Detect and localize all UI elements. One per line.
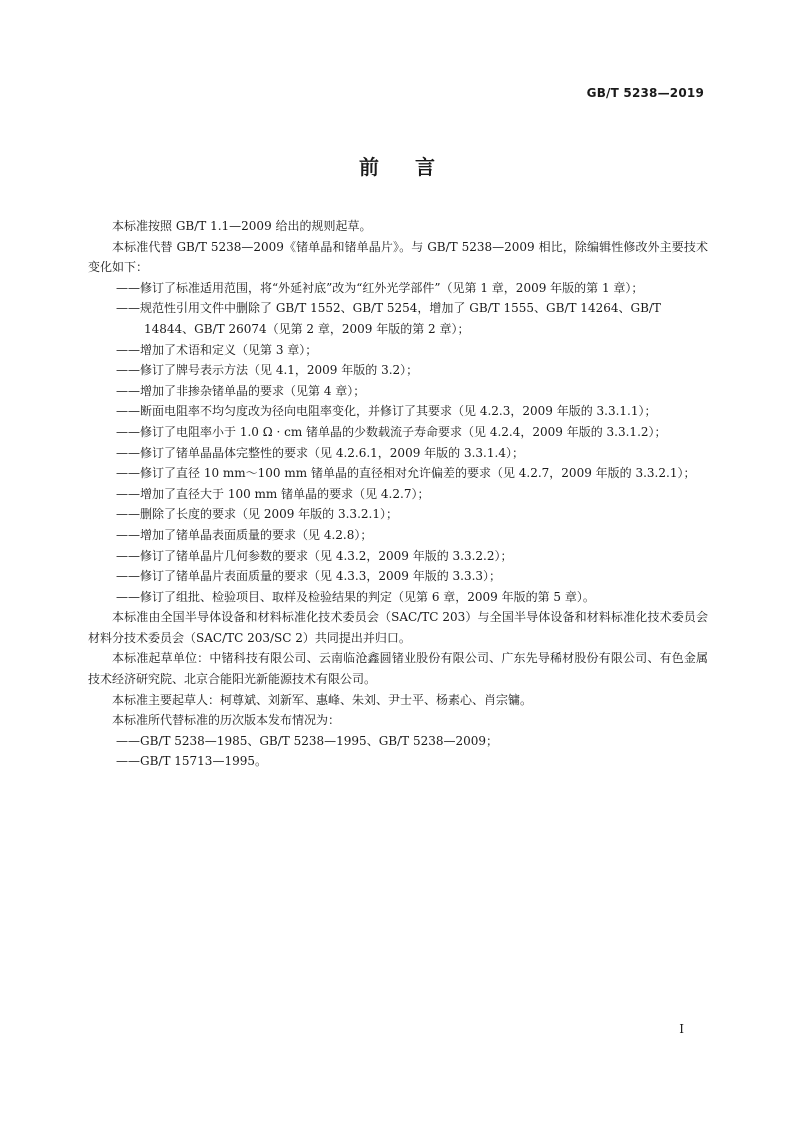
paragraph-drafting-units: 本标准起草单位：中锗科技有限公司、云南临沧鑫圆锗业股份有限公司、广东先导稀材股份有限公司、有色金属技术经济研究院、北京合能阳光新能源技术有限公司。 bbox=[88, 651, 708, 687]
change-item: ——修订了锗单晶片表面质量的要求（见 4.3.3，2009 年版的 3.3.3）； bbox=[116, 569, 502, 584]
history-item: ——GB/T 5238—1985、GB/T 5238—1995、GB/T 5238—2009； bbox=[116, 733, 499, 748]
change-item: ——修订了直径 10 mm～100 mm 锗单晶的直径相对允许偏差的要求（见 4.2.7，2009 年版的 3.3.2.1）； bbox=[116, 466, 696, 481]
change-item: ——删除了长度的要求（见 2009 年版的 3.3.2.1）； bbox=[116, 507, 398, 522]
change-item: ——规范性引用文件中删除了 GB/T 1552、GB/T 5254，增加了 GB/T 1555、GB/T 14264、GB/T 14844、GB/T 26074（见第 2 章，2009 年版的第 2 章）； bbox=[116, 301, 661, 336]
change-item: ——修订了锗单晶片几何参数的要求（见 4.3.2，2009 年版的 3.3.2.2）； bbox=[116, 548, 513, 563]
paragraph-history-intro: 本标准所代替标准的历次版本发布情况为： bbox=[112, 713, 341, 728]
document-code: GB/T 5238—2019 bbox=[586, 86, 704, 100]
paragraph-replacement: 本标准代替 GB/T 5238—2009《锗单晶和锗单晶片》。与 GB/T 5238—2009 相比，除编辑性修改外主要技术变化如下： bbox=[88, 239, 708, 275]
paragraph-proposer: 本标准由全国半导体设备和材料标准化技术委员会（SAC/TC 203）与全国半导体设备和材料标准化技术委员会材料分技术委员会（SAC/TC 203/SC 2）共同提出并归口。 bbox=[88, 610, 708, 645]
change-item: ——修订了锗单晶晶体完整性的要求（见 4.2.6.1，2009 年版的 3.3.1.4）； bbox=[116, 445, 524, 460]
history-item: ——GB/T 15713—1995。 bbox=[116, 754, 267, 769]
change-item: ——修订了标准适用范围，将“外延衬底”改为“红外光学部件”（见第 1 章，2009 年版的第 1 章）； bbox=[116, 280, 644, 295]
change-item: ——增加了锗单晶表面质量的要求（见 4.2.8）； bbox=[116, 527, 373, 542]
paragraph-drafters: 本标准主要起草人：柯尊斌、刘新军、惠峰、朱刘、尹士平、杨素心、肖宗镛。 bbox=[112, 692, 533, 707]
foreword-body bbox=[88, 216, 708, 772]
change-item: ——修订了电阻率小于 1.0 Ω · cm 锗单晶的少数载流子寿命要求（见 4.2.4，2009 年版的 3.3.1.2）； bbox=[116, 424, 667, 439]
page-number: I bbox=[679, 1022, 684, 1036]
paragraph-drafting-rules: 本标准按照 GB/T 1.1—2009 给出的规则起草。 bbox=[112, 219, 372, 233]
change-item: ——修订了牌号表示方法（见 4.1，2009 年版的 3.2）； bbox=[116, 363, 419, 378]
change-item: ——增加了直径大于 100 mm 锗单晶的要求（见 4.2.7）； bbox=[116, 486, 430, 501]
change-item: ——增加了术语和定义（见第 3 章）； bbox=[116, 342, 318, 357]
page-title: 前言 bbox=[359, 155, 471, 179]
change-item: ——增加了非掺杂锗单晶的要求（见第 4 章）； bbox=[116, 383, 366, 398]
change-item: ——修订了组批、检验项目、取样及检验结果的判定（见第 6 章，2009 年版的第 5 章）。 bbox=[116, 589, 595, 604]
change-item: ——断面电阻率不均匀度改为径向电阻率变化，并修订了其要求（见 4.2.3，2009 年版的 3.3.1.1）； bbox=[116, 404, 657, 419]
